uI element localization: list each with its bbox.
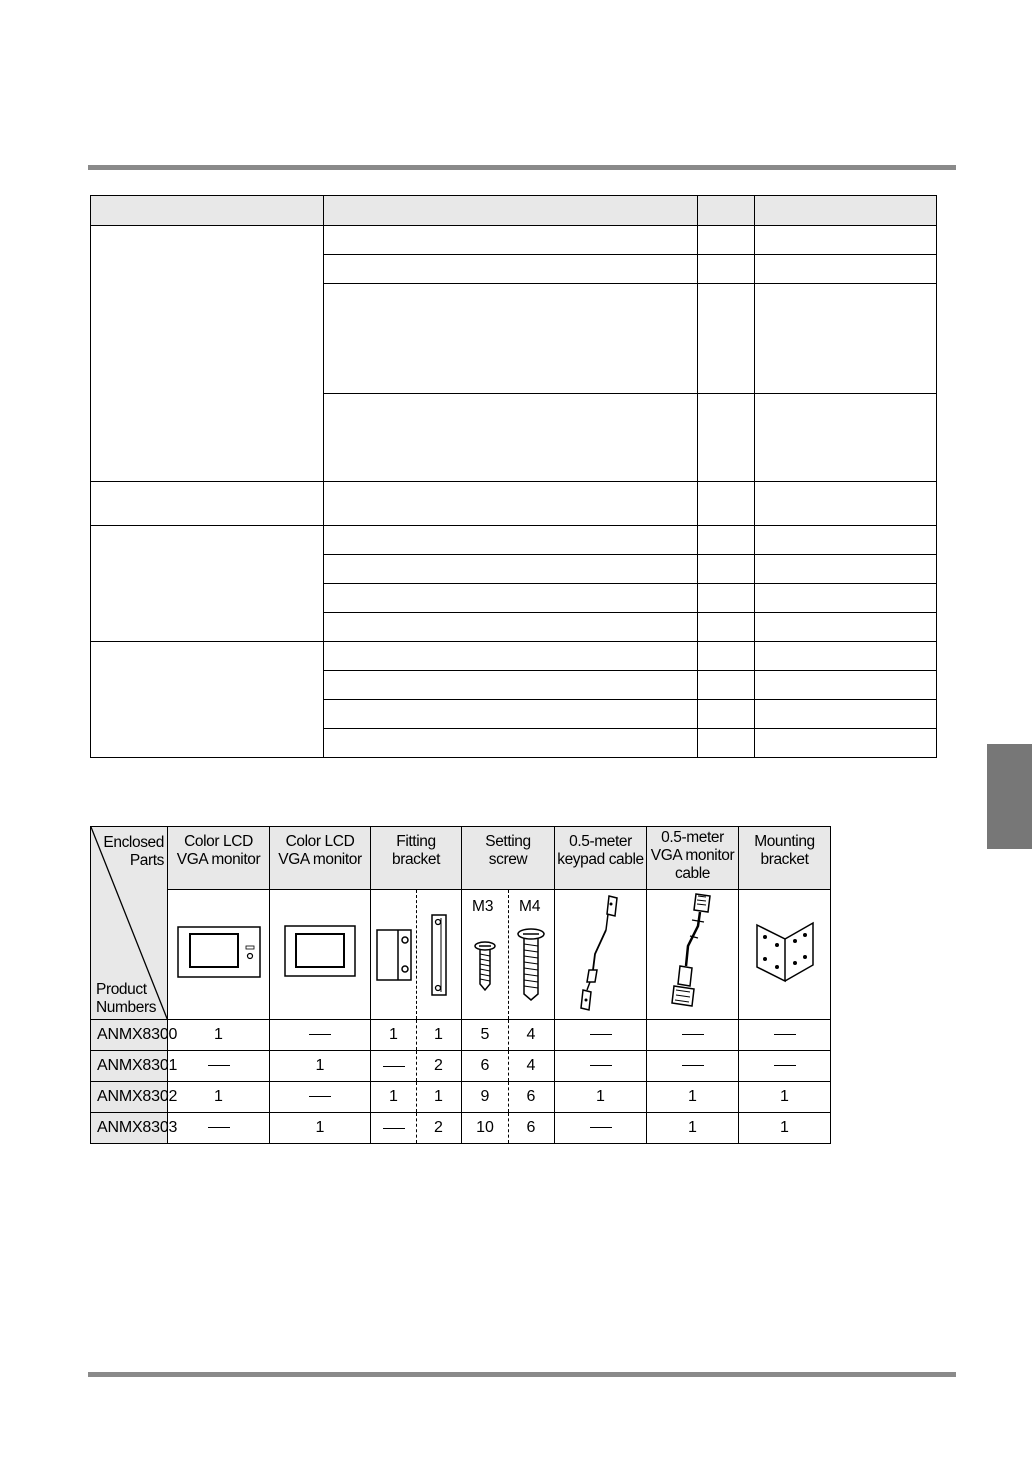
quantity-cell <box>647 1051 739 1082</box>
lcd-monitor-with-buttons-icon <box>168 890 270 1020</box>
quantity-value: 1 <box>315 1119 325 1136</box>
quantity-value <box>590 1034 612 1035</box>
quantity-value <box>208 1127 230 1128</box>
quantity-value <box>383 1128 405 1129</box>
quantity-cell <box>555 1113 647 1144</box>
quantity-cell <box>270 1113 371 1144</box>
quantity-cell <box>270 1020 371 1051</box>
quantity-split-cell <box>371 1113 462 1144</box>
m3-label: M3 <box>472 898 494 915</box>
quantity-value: 1 <box>434 1026 443 1043</box>
quantity-split-cell <box>371 1082 462 1113</box>
product-numbers-label: Product Numbers <box>96 981 157 1016</box>
table-row <box>91 226 937 255</box>
col-header-fitting-bracket: Fitting bracket <box>371 827 462 890</box>
product-number-cell: ANMX8302 <box>91 1082 168 1113</box>
enclosed-parts-table <box>90 826 831 1144</box>
quantity-value: 4 <box>526 1026 536 1043</box>
table-row <box>91 482 937 526</box>
quantity-value: 6 <box>526 1119 536 1136</box>
col-header-lcd-monitor-2: Color LCD VGA monitor <box>270 827 371 890</box>
quantity-split-cell <box>462 1113 555 1144</box>
quantity-value <box>682 1034 704 1035</box>
spec-table <box>90 195 937 758</box>
col-header-setting-screw: Setting screw <box>462 827 555 890</box>
product-number-cell: ANMX8303 <box>91 1113 168 1144</box>
quantity-value: 6 <box>526 1088 536 1105</box>
quantity-value: 1 <box>780 1119 789 1136</box>
m4-label: M4 <box>519 898 541 915</box>
quantity-value: 1 <box>780 1088 789 1105</box>
quantity-value <box>590 1065 612 1066</box>
quantity-value: 2 <box>434 1057 443 1074</box>
quantity-value: 1 <box>315 1057 325 1074</box>
quantity-cell <box>168 1082 270 1113</box>
col-header-mounting-bracket: Mounting bracket <box>739 827 831 890</box>
quantity-cell <box>647 1113 739 1144</box>
quantity-value: 5 <box>480 1026 490 1043</box>
fitting-bracket-icon <box>371 890 462 1020</box>
quantity-value: 1 <box>688 1119 697 1136</box>
quantity-value: 4 <box>526 1057 536 1074</box>
product-number-cell: ANMX8300 <box>91 1020 168 1051</box>
table-row <box>91 1051 831 1082</box>
quantity-value <box>383 1066 405 1067</box>
table-row <box>91 526 937 555</box>
quantity-value: 2 <box>434 1119 443 1136</box>
quantity-split-cell <box>371 1051 462 1082</box>
setting-screw-icon <box>462 890 555 1020</box>
quantity-cell <box>555 1051 647 1082</box>
quantity-value: 1 <box>214 1026 223 1043</box>
mounting-bracket-icon <box>739 890 831 1020</box>
quantity-value <box>774 1065 796 1066</box>
vga-cable-icon <box>647 890 739 1020</box>
table-row <box>91 1082 831 1113</box>
quantity-value <box>774 1034 796 1035</box>
quantity-value <box>682 1065 704 1066</box>
quantity-value: 10 <box>476 1119 494 1136</box>
quantity-cell <box>168 1113 270 1144</box>
top-rule <box>88 165 956 170</box>
col-header-lcd-monitor-1: Color LCD VGA monitor <box>168 827 270 890</box>
quantity-cell <box>739 1082 831 1113</box>
quantity-cell <box>270 1082 371 1113</box>
quantity-cell <box>555 1020 647 1051</box>
quantity-cell <box>555 1082 647 1113</box>
quantity-value: 1 <box>688 1088 697 1105</box>
quantity-cell <box>739 1051 831 1082</box>
lcd-monitor-icon <box>270 890 371 1020</box>
quantity-cell <box>168 1051 270 1082</box>
quantity-value <box>309 1096 331 1097</box>
col-header-keypad-cable: 0.5-meter keypad cable <box>555 827 647 890</box>
table-row <box>91 1113 831 1144</box>
quantity-cell <box>647 1082 739 1113</box>
product-number-cell: ANMX8301 <box>91 1051 168 1082</box>
quantity-value: 1 <box>389 1088 398 1105</box>
quantity-value <box>590 1127 612 1128</box>
enclosed-parts-label: Enclosed Parts <box>103 834 164 869</box>
col-header-vga-cable: 0.5-meter VGA monitor cable <box>647 827 739 890</box>
quantity-cell <box>647 1020 739 1051</box>
quantity-split-cell <box>462 1082 555 1113</box>
bottom-rule <box>88 1372 956 1377</box>
quantity-split-cell <box>371 1020 462 1051</box>
quantity-value: 1 <box>214 1088 223 1105</box>
quantity-value: 9 <box>480 1088 490 1105</box>
quantity-cell <box>739 1113 831 1144</box>
quantity-value <box>309 1034 331 1035</box>
table-row <box>91 1020 831 1051</box>
keypad-cable-icon <box>555 890 647 1020</box>
quantity-value: 1 <box>434 1088 443 1105</box>
section-tab <box>987 744 1032 849</box>
table-row <box>91 642 937 671</box>
quantity-split-cell <box>462 1051 555 1082</box>
spec-header-row <box>91 196 937 226</box>
quantity-value: 6 <box>480 1057 490 1074</box>
quantity-value <box>208 1065 230 1066</box>
quantity-cell <box>168 1020 270 1051</box>
quantity-split-cell <box>462 1020 555 1051</box>
quantity-cell <box>739 1020 831 1051</box>
quantity-value: 1 <box>596 1088 605 1105</box>
diagonal-header <box>91 827 168 1020</box>
quantity-cell <box>270 1051 371 1082</box>
quantity-value: 1 <box>389 1026 398 1043</box>
